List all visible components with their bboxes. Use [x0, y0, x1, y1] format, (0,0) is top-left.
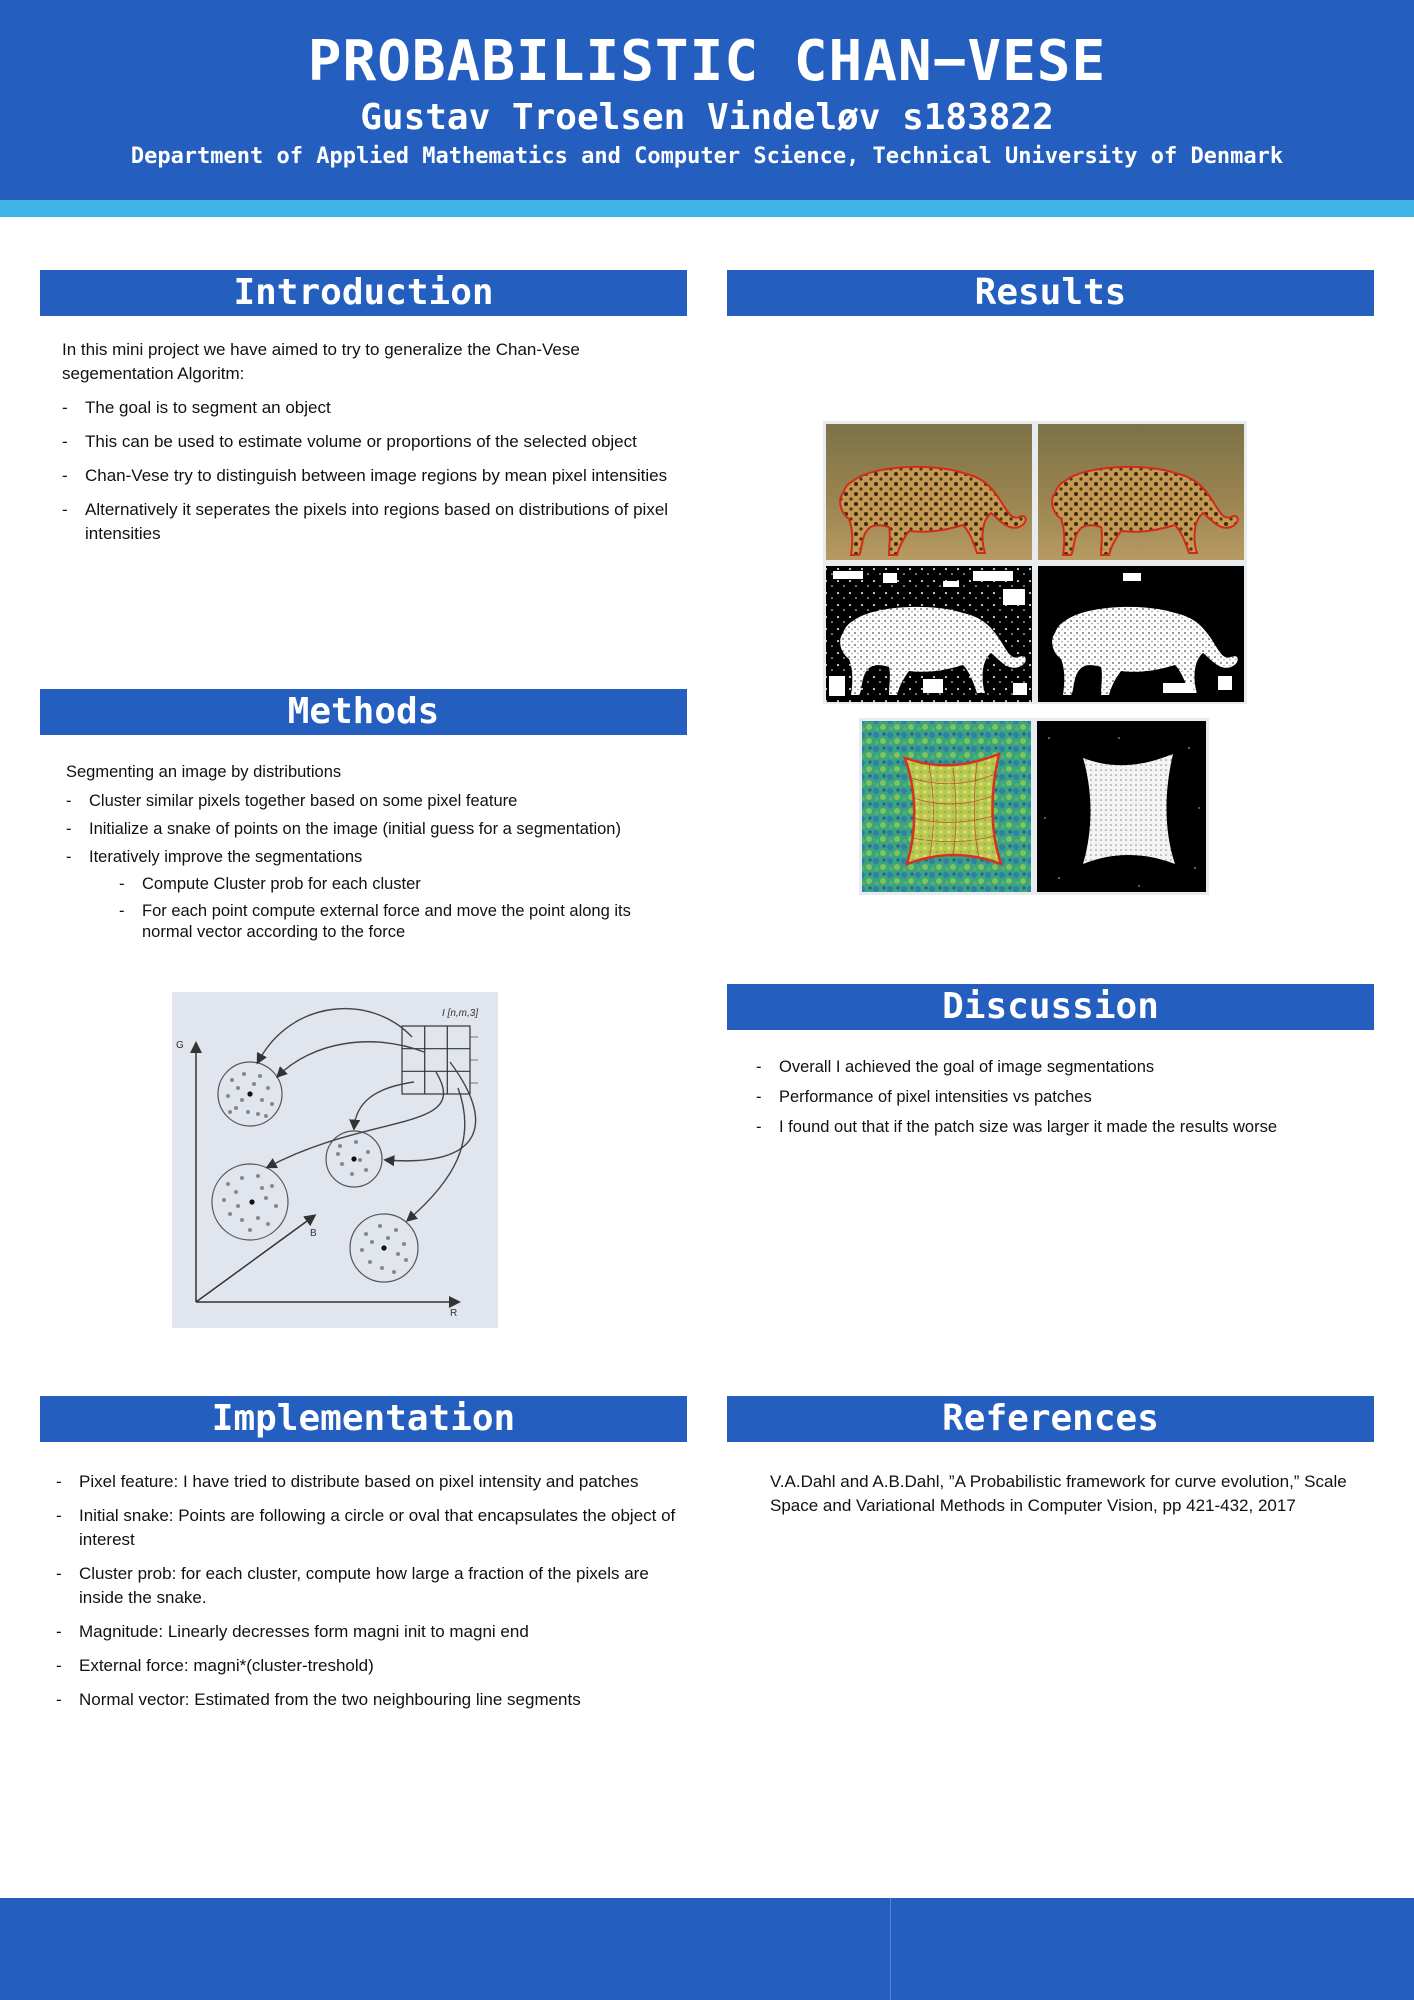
discussion-body [756, 1056, 1356, 1146]
list-item: - This can be used to estimate volume or proportions of the selected object [62, 430, 682, 454]
list-item: - Overall I achieved the goal of image segmentations [756, 1056, 1356, 1078]
synthetic-results-svg [859, 718, 1209, 895]
list-item: - Normal vector: Estimated from the two neighbouring line segments [56, 1688, 686, 1712]
clustering-diagram [172, 992, 498, 1328]
poster-footer [0, 1898, 1414, 2000]
references-body [770, 1470, 1370, 1528]
implementation-list [56, 1470, 686, 1712]
axis-label-g: G [176, 1040, 184, 1051]
methods-heading: Methods [40, 689, 687, 735]
list-item-label: Iteratively improve the segmentations [89, 848, 363, 866]
methods-lead: Segmenting an image by distributions [66, 763, 342, 781]
list-item: - Cluster similar pixels together based on some pixel feature [66, 790, 666, 812]
list-item: - Compute Cluster prob for each cluster [119, 874, 666, 895]
discussion-list [756, 1056, 1356, 1138]
list-item: - Initial snake: Points are following a circle or oval that encapsulates the object of interest [56, 1504, 686, 1552]
list-item: - The goal is to segment an object [62, 396, 682, 420]
synthetic-mask-result [1037, 721, 1206, 892]
introduction-body [62, 338, 682, 556]
axis-label-b: B [310, 1228, 317, 1239]
leopard-image-patch-result [1038, 424, 1244, 560]
introduction-lead: In this mini project we have aimed to try to generalize the Chan-Vese segementation Algoritm: [62, 340, 580, 383]
footer-divider [890, 1898, 891, 2000]
synthetic-results-figure [859, 718, 1209, 895]
poster-affiliation: Department of Applied Mathematics and Computer Science, Technical University of Denmark [130, 144, 1284, 169]
synthetic-image-with-snake [862, 721, 1031, 892]
grid-label: I [n,m,3] [442, 1008, 479, 1019]
header-stripe [0, 200, 1414, 217]
axis-label-r: R [450, 1308, 458, 1319]
list-item: - Cluster prob: for each cluster, compute how large a fraction of the pixels are inside the snake. [56, 1562, 686, 1610]
list-item: - I found out that if the patch size was larger it made the results worse [756, 1116, 1356, 1138]
clustering-figure [172, 992, 498, 1328]
implementation-body [56, 1470, 686, 1722]
poster-header [0, 0, 1414, 200]
implementation-heading: Implementation [40, 1396, 687, 1442]
list-item: - Initialize a snake of points on the image (initial guess for a segmentation) [66, 818, 666, 840]
list-item: - Performance of pixel intensities vs patches [756, 1086, 1356, 1108]
methods-list [66, 790, 666, 943]
list-item: - Alternatively it seperates the pixels into regions based on distributions of pixel intensities [62, 498, 682, 546]
poster-author: Gustav Troelsen Vindeløv s183822 [360, 97, 1054, 138]
leopard-image-pixel-result [826, 424, 1032, 560]
methods-sub-list [89, 874, 666, 943]
list-item: - Magnitude: Linearly decresses form magni init to magni end [56, 1620, 686, 1644]
leopard-mask-patch-result [1038, 566, 1244, 702]
list-item [66, 846, 666, 943]
leopard-mask-pixel-result [826, 566, 1032, 702]
discussion-heading: Discussion [727, 984, 1374, 1030]
list-item: - Pixel feature: I have tried to distribute based on pixel intensity and patches [56, 1470, 686, 1494]
leopard-results-figure [823, 421, 1247, 704]
list-item: - External force: magni*(cluster-treshold) [56, 1654, 686, 1678]
results-heading: Results [727, 270, 1374, 316]
list-item: - For each point compute external force and move the point along its normal vector according to the force [119, 901, 666, 943]
list-item: - Chan-Vese try to distinguish between image regions by mean pixel intensities [62, 464, 682, 488]
reference-entry: V.A.Dahl and A.B.Dahl, ”A Probabilistic framework for curve evolution,” Scale Space and Variational Methods in Computer Vision, pp 421-432, 2017 [770, 1472, 1347, 1515]
leopard-results-svg [823, 421, 1247, 704]
methods-body [66, 761, 666, 949]
references-heading: References [727, 1396, 1374, 1442]
poster-title: PROBABILISTIC CHAN−VESE [307, 29, 1107, 94]
figure-background [172, 992, 498, 1328]
introduction-heading: Introduction [40, 270, 687, 316]
introduction-list [62, 396, 682, 546]
